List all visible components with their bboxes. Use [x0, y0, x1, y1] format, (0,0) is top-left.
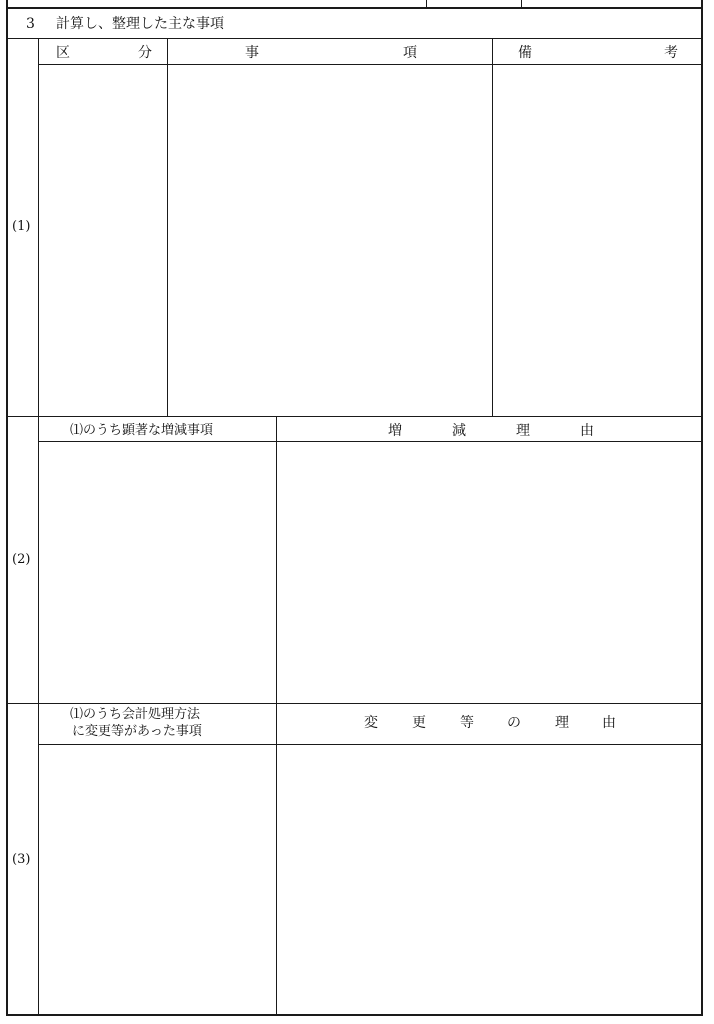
header-biko-char-2: 考 [664, 45, 678, 61]
part2-label: (2) [12, 552, 31, 567]
part3-right-header-char-4: の [507, 715, 521, 731]
part1-label: (1) [12, 219, 31, 234]
section-title: 計算し、整理した主な事項 [56, 16, 224, 32]
header-jiko-char-2: 項 [403, 45, 417, 61]
part3-left-header-line2: に変更等があった事項 [72, 724, 202, 739]
part3-header-divider [38, 744, 703, 745]
part1-header-divider [38, 64, 703, 65]
header-biko-char-1: 備 [518, 45, 532, 61]
part2-bottom-divider [6, 703, 703, 704]
label-column-divider [38, 38, 39, 1015]
part2-left-header: ⑴のうち顕著な増減事項 [70, 423, 214, 438]
part1-col-divider-1 [167, 38, 168, 416]
part3-right-header-char-3: 等 [460, 715, 474, 731]
part3-right-header-char-5: 理 [555, 715, 569, 731]
frame-top [6, 7, 703, 9]
header-jiko-char-1: 事 [245, 45, 259, 61]
frame-bottom [6, 1014, 703, 1016]
part3-right-header-char-1: 変 [364, 715, 378, 731]
part2-right-header-char-4: 由 [580, 423, 594, 439]
header-kubun-char-2: 分 [138, 45, 152, 61]
part3-right-header-char-2: 更 [412, 715, 426, 731]
part3-left-header-line1: ⑴のうち会計処理方法 [70, 707, 201, 722]
part3-col-divider [276, 703, 277, 1015]
frame-left [6, 7, 8, 1016]
part1-col-divider-2 [492, 38, 493, 416]
part2-right-header-char-3: 理 [516, 423, 530, 439]
part2-col-divider [276, 416, 277, 703]
part3-right-header-char-6: 由 [602, 715, 616, 731]
part3-label: (3) [12, 852, 31, 867]
section-number: 3 [26, 16, 35, 32]
header-kubun-char-1: 区 [56, 45, 70, 61]
part1-bottom-divider [6, 416, 703, 417]
part2-right-header-char-1: 増 [388, 423, 402, 439]
part2-right-header-char-2: 減 [452, 423, 466, 439]
part2-header-divider [38, 441, 703, 442]
title-row-divider [6, 38, 703, 39]
frame-right [701, 7, 703, 1016]
